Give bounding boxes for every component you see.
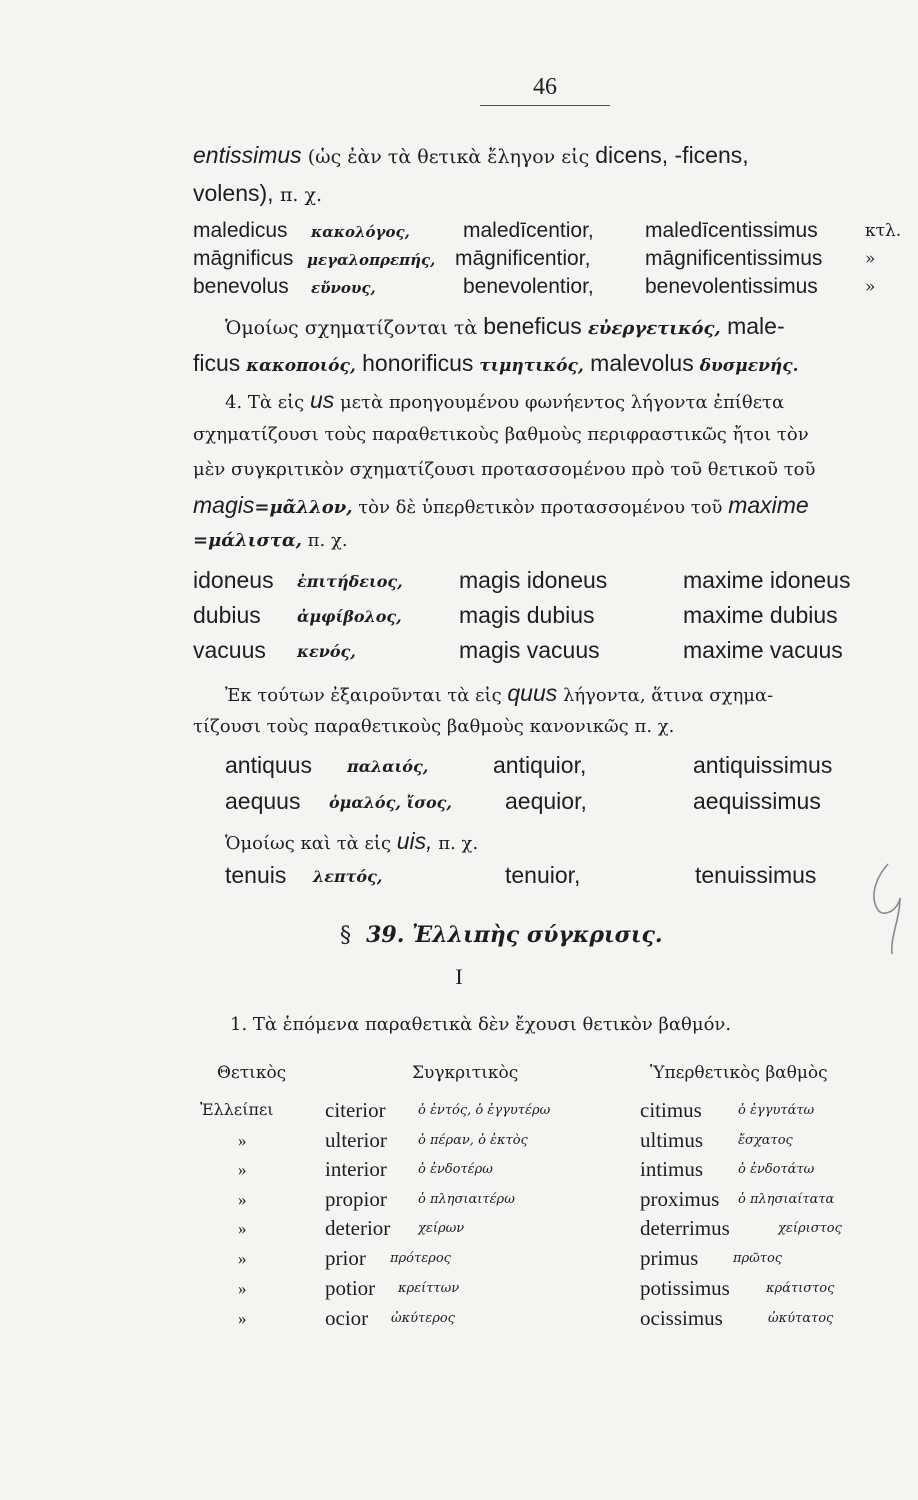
comparative-greek: ὁ ἐντός, ὁ ἐγγυτέρω [418,1103,551,1118]
positive-cell: » [238,1131,247,1150]
superlative-greek: κράτιστος [766,1281,835,1296]
latin-word: quus [507,680,558,706]
comparative-latin: deterior [325,1216,391,1240]
superlative: maxime dubius [683,602,838,628]
superlative-latin: deterrimus [640,1216,730,1240]
greek-gloss: κακοποιός, [240,356,356,376]
superlative-greek: ὁ ἐγγυτάτω [738,1103,815,1118]
comparison-row [193,247,913,277]
para4-line-1 [225,387,784,414]
positive-greek: λεπτός, [313,867,383,886]
superlative: benevolentissimus [645,275,818,298]
positive-cell: » [238,1160,247,1179]
comparative-latin: ulterior [325,1128,387,1152]
comparative-greek: χείρων [418,1221,465,1236]
greek-text: Ἐκ τούτων ἐξαιροῦνται τὰ εἰς [225,685,508,706]
superlative-latin: intimus [640,1157,704,1181]
greek-text: π. χ. [301,530,348,551]
table-row [0,1216,918,1246]
magis-row [193,567,913,599]
greek-text: 4. Τὰ εἰς [225,392,310,413]
comparative: antiquior, [493,752,587,778]
intro-line-2 [193,180,322,207]
comparative: aequior, [505,788,587,814]
superlative: aequissimus [693,788,821,814]
latin-word: entissimus [193,142,302,168]
superlative: tenuissimus [695,862,817,888]
uis-line [225,828,478,855]
handwritten-margin-mark [860,858,910,958]
comparative-latin: potior [325,1276,376,1300]
intro-line-1 [193,142,749,169]
positive-latin: dubius [193,602,261,628]
row-tail: κτλ. [865,221,902,241]
greek-text: λήγοντα, ἅτινα σχημα- [557,685,774,706]
uis-row [225,862,905,894]
positive-latin: tenuis [225,862,287,888]
latin-word: ficus [193,350,241,376]
comparative: magis vacuus [459,637,600,663]
quus-row [225,752,905,784]
positive-greek: ὁμαλός, ἴσος, [329,793,452,812]
greek-gloss: εὐεργετικός, [581,318,721,339]
superlative-latin: proximus [640,1187,720,1211]
positive-latin: vacuus [193,637,266,663]
comparison-row [193,219,913,249]
section-sign: § [340,923,351,948]
positive-greek: κενός, [297,642,356,661]
latin-word: uis, [396,828,433,854]
greek-text: (ὡς ἐὰν τὰ θετικὰ ἔληγον εἰς [301,146,596,168]
latin-word: us [309,387,335,413]
section-heading [340,922,663,948]
comparative-latin: citerior [325,1098,386,1122]
similarly-line-1 [225,313,785,340]
latin-text: volens), [193,180,280,206]
comparative-greek: πρότερος [390,1251,451,1266]
quus-line-2: τίζουσι τοὺς παραθετικοὺς βαθμοὺς κανονικῶς π. χ. [193,716,675,737]
comparative-greek: κρείττων [398,1281,460,1296]
latin-word: male- [720,313,785,339]
positive-latin: māgnificus [193,247,294,270]
superlative: maxime idoneus [683,567,851,593]
positive-greek: εὔνους, [311,279,376,297]
comparative: tenuior, [505,862,581,888]
superlative-greek: ὁ ἐνδοτάτω [738,1162,815,1177]
positive-cell: » [238,1249,247,1268]
greek-text: π. χ. [279,184,323,206]
comparative-latin: ocior [325,1306,369,1330]
superlative-latin: citimus [640,1098,702,1122]
superlative-greek: ὠκύτατος [768,1311,834,1326]
para4-line-3: μὲν συγκριτικὸν σχηματίζουσι προτασσομένου πρὸ τοῦ θετικοῦ τοῦ [193,459,816,480]
greek-text: μετὰ προηγουμένου φωνήεντος λήγοντα ἐπίθετα [334,392,785,413]
header-superlative: Ὑπερθετικὸς βαθμὸς [650,1063,828,1083]
table-row [0,1246,918,1276]
para4-line-2: σχηματίζουσι τοὺς παραθετικοὺς βαθμοὺς περιφραστικῶς ἤτοι τὸν [193,424,809,445]
latin-word: beneficus [483,313,582,339]
magis-row [193,602,913,634]
table-row [0,1276,918,1306]
positive-greek: ἀμφίβολος, [297,607,402,626]
positive-latin: idoneus [193,567,274,593]
superlative-latin: primus [640,1246,699,1270]
positive-latin: aequus [225,788,301,814]
positive-cell: » [238,1279,247,1298]
superlative-greek: ἔσχατος [738,1133,793,1148]
table-row [0,1306,918,1336]
superlative: maledīcentissimus [645,219,818,242]
comparative-latin: interior [325,1157,387,1181]
table-row [0,1157,918,1187]
comparative-greek: ὁ πλησιαιτέρω [418,1192,515,1207]
item-1: 1. Τὰ ἑπόμενα παραθετικὰ δὲν ἔχουσι θετικὸν βαθμόν. [230,1014,732,1035]
quus-line-1 [225,680,773,707]
positive-greek: κακολόγος, [311,223,410,241]
positive-cell: Ἐλλείπει [200,1100,274,1119]
latin-text: dicens, -ficens, [595,142,749,168]
comparative-latin: propior [325,1187,387,1211]
para4-line-5 [193,530,348,551]
table-row [0,1187,918,1217]
page-number: 46 [480,74,610,106]
para4-line-4 [193,492,809,519]
superlative-latin: ocissimus [640,1306,723,1330]
magis-row [193,637,913,669]
comparative-greek: ὁ πέραν, ὁ ἐκτὸς [418,1133,528,1148]
greek-gloss: =μᾶλλον, [254,497,353,518]
latin-word: magis [193,492,255,518]
comparative-greek: ὠκύτερος [391,1311,455,1326]
comparative: magis dubius [459,602,595,628]
table-row [0,1098,918,1128]
comparative: māgnificentior, [455,247,591,270]
latin-word: maxime [728,492,809,518]
header-comparative: Συγκριτικὸς [412,1063,519,1083]
positive-cell: » [238,1309,247,1328]
superlative: māgnificentissimus [645,247,823,270]
greek-text: τὸν δὲ ὑπερθετικὸν προτασσομένου τοῦ [352,497,729,518]
positive-latin: benevolus [193,275,289,298]
header-positive: Θετικὸς [217,1063,287,1083]
superlative-greek: χείριστος [778,1221,842,1236]
section-title: 39. Ἐλλιπὴς σύγκρισις. [366,922,663,948]
positive-latin: maledicus [193,219,288,242]
quus-row [225,788,905,820]
greek-gloss: δυσμενής. [693,356,799,376]
positive-cell: » [238,1219,247,1238]
greek-text: π. χ. [432,833,479,854]
comparative: benevolentior, [463,275,594,298]
positive-greek: μεγαλοπρεπής, [307,251,436,269]
superlative-greek: ὁ πλησιαίτατα [738,1192,835,1207]
latin-word: honorificus [355,350,474,376]
superlative-latin: ultimus [640,1128,704,1152]
positive-latin: antiquus [225,752,312,778]
comparative-greek: ὁ ἐνδοτέρω [418,1162,493,1177]
table-row [0,1128,918,1158]
superlative: maxime vacuus [683,637,843,663]
greek-text: Ὁμοίως σχηματίζονται τὰ [225,317,484,339]
positive-greek: ἐπιτήδειος, [297,572,403,591]
row-tail: » [865,249,876,269]
comparative: magis idoneus [459,567,608,593]
greek-gloss: =μάλιστα, [193,530,302,551]
greek-text: Ὁμοίως καὶ τὰ εἰς [225,833,397,854]
positive-greek: παλαιός, [347,757,429,776]
similarly-line-2 [193,350,799,377]
latin-word: malevolus [583,350,694,376]
positive-cell: » [238,1190,247,1209]
superlative-latin: potissimus [640,1276,730,1300]
greek-gloss: τιμητικός, [473,356,584,376]
superlative: antiquissimus [693,752,833,778]
roman-numeral: I [455,964,463,989]
comparative: maledīcentior, [463,219,594,242]
row-tail: » [865,277,876,297]
comparison-row [193,275,913,305]
comparative-latin: prior [325,1246,366,1270]
superlative-greek: πρῶτος [733,1251,783,1266]
